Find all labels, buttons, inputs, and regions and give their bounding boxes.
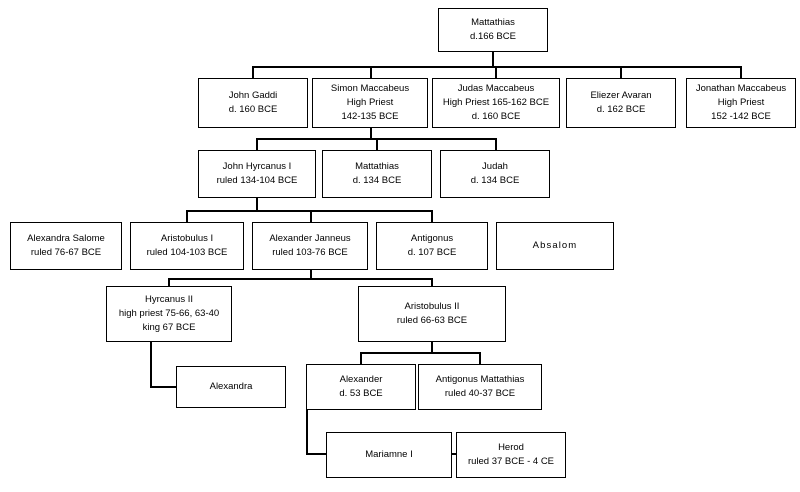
node-antigonus[interactable] xyxy=(376,222,488,270)
node-line: ruled 104-103 BCE xyxy=(146,247,228,258)
node-line: ruled 37 BCE - 4 CE xyxy=(467,456,555,467)
node-line: Judah xyxy=(482,161,508,173)
node-line: d. 53 BCE xyxy=(339,388,383,399)
node-absalom[interactable] xyxy=(496,222,614,270)
connector-vertical xyxy=(256,138,258,150)
node-line: Judas Maccabeus xyxy=(457,83,535,95)
node-line: d. 160 BCE xyxy=(471,110,521,122)
connector-horizontal xyxy=(186,210,432,212)
connector-vertical xyxy=(370,128,372,138)
node-line: ruled 134-104 BCE xyxy=(216,175,298,186)
node-line: John Hyrcanus I xyxy=(222,161,292,173)
node-line: Mattathias xyxy=(355,161,399,173)
node-line: Jonathan Maccabeus xyxy=(695,83,787,95)
connector-vertical xyxy=(431,278,433,286)
connector-vertical xyxy=(479,352,481,364)
node-line: king 67 BCE xyxy=(142,321,196,333)
node-mattathias-elder[interactable] xyxy=(438,8,548,52)
node-line: High Priest 165-162 BCE xyxy=(442,97,550,109)
node-antigonus-mattathias[interactable] xyxy=(418,364,542,410)
node-line: Absalom xyxy=(532,240,578,252)
node-line: d. 160 BCE xyxy=(228,104,278,115)
node-line: High Priest xyxy=(346,97,394,109)
connector-vertical xyxy=(495,138,497,150)
connector-horizontal xyxy=(150,386,178,388)
node-line: Alexander Janneus xyxy=(269,233,351,245)
connector-vertical xyxy=(256,198,258,210)
connector-vertical xyxy=(360,352,362,364)
node-line: High Priest xyxy=(717,97,765,109)
node-aristobulus-ii[interactable] xyxy=(358,286,506,342)
connector-vertical xyxy=(310,210,312,222)
connector-vertical xyxy=(168,278,170,286)
node-john-hyrcanus-i[interactable] xyxy=(198,150,316,198)
node-line: 152 -142 BCE xyxy=(711,110,771,122)
node-line: d. 134 BCE xyxy=(470,175,520,186)
connector-vertical xyxy=(740,66,742,78)
node-line: Mattathias xyxy=(471,17,515,29)
node-line: ruled 40-37 BCE xyxy=(444,388,516,399)
node-line: d.166 BCE xyxy=(470,31,516,42)
connector-vertical xyxy=(431,210,433,222)
connector-vertical xyxy=(370,66,372,78)
node-line: Herod xyxy=(498,442,524,454)
connector-vertical xyxy=(252,66,254,78)
node-herod[interactable] xyxy=(456,432,566,478)
connector-vertical xyxy=(492,52,494,66)
node-line: d. 162 BCE xyxy=(596,104,646,115)
node-mariamne-i[interactable] xyxy=(326,432,452,478)
node-alexandra[interactable] xyxy=(176,366,286,408)
node-line: ruled 66-63 BCE xyxy=(396,315,468,326)
node-judas-maccabeus[interactable] xyxy=(432,78,560,128)
node-line: Hyrcanus II xyxy=(144,294,194,306)
node-line: Antigonus xyxy=(410,233,454,245)
connector-vertical xyxy=(186,210,188,222)
node-aristobulus-i[interactable] xyxy=(130,222,244,270)
node-mattathias-son[interactable] xyxy=(322,150,432,198)
connector-horizontal xyxy=(306,453,328,455)
node-jonathan-maccabeus[interactable] xyxy=(686,78,796,128)
node-john-gaddi[interactable] xyxy=(198,78,308,128)
node-line: Alexandra xyxy=(209,381,253,393)
node-line: John Gaddi xyxy=(228,90,278,102)
node-alexander[interactable] xyxy=(306,364,416,410)
node-line: d. 134 BCE xyxy=(352,175,402,186)
node-alexander-janneus[interactable] xyxy=(252,222,368,270)
node-line: ruled 103-76 BCE xyxy=(272,247,348,258)
node-line: high priest 75-66, 63-40 xyxy=(118,308,220,320)
node-hyrcanus-ii[interactable] xyxy=(106,286,232,342)
node-line: Alexander xyxy=(339,374,383,386)
connector-vertical xyxy=(150,342,152,387)
node-line: Antigonus Mattathias xyxy=(435,374,525,386)
node-simon-maccabeus[interactable] xyxy=(312,78,428,128)
connector-vertical xyxy=(620,66,622,78)
node-line: Mariamne I xyxy=(365,449,413,461)
node-line: 142-135 BCE xyxy=(341,110,399,122)
connector-horizontal xyxy=(360,352,480,354)
node-line: Aristobulus II xyxy=(404,301,460,313)
node-judah[interactable] xyxy=(440,150,550,198)
connector-vertical xyxy=(495,66,497,78)
node-line: d. 107 BCE xyxy=(407,247,457,258)
node-eliezer-avaran[interactable] xyxy=(566,78,676,128)
node-line: Simon Maccabeus xyxy=(330,83,410,95)
connector-vertical xyxy=(376,138,378,150)
node-alexandra-salome[interactable] xyxy=(10,222,122,270)
connector-horizontal xyxy=(252,66,742,68)
connector-vertical xyxy=(310,270,312,278)
connector-vertical xyxy=(431,342,433,352)
node-line: ruled 76-67 BCE xyxy=(30,247,102,258)
node-line: Aristobulus I xyxy=(160,233,214,245)
connector-horizontal xyxy=(168,278,432,280)
node-line: Alexandra Salome xyxy=(27,233,105,245)
node-line: Eliezer Avaran xyxy=(590,90,652,102)
